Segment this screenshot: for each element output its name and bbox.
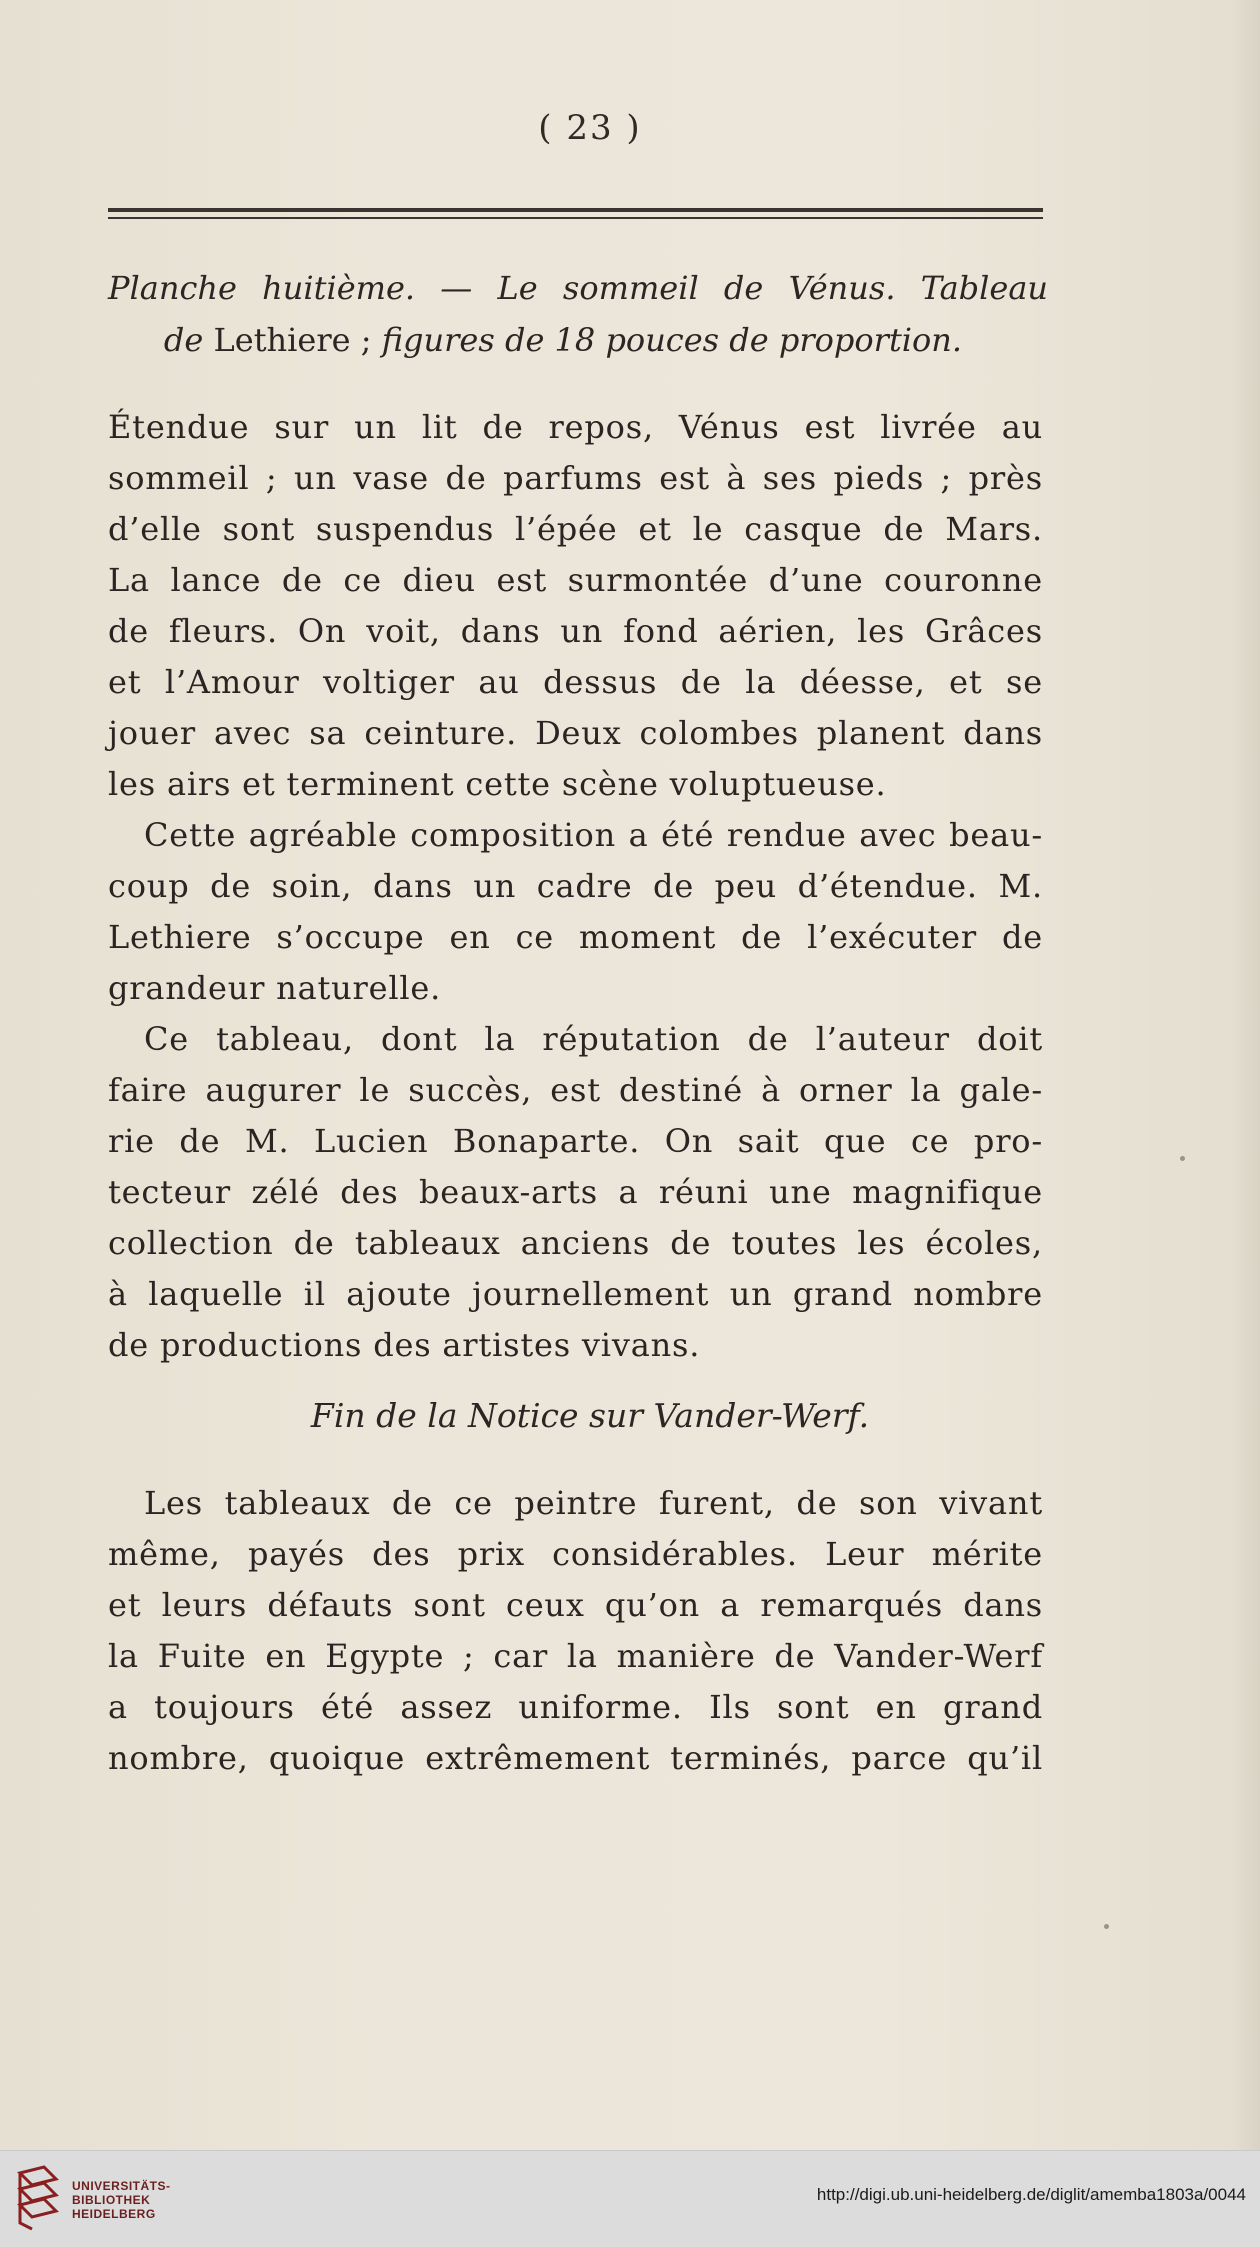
text-line: collection de tableaux anciens de toutes les écoles, <box>108 1224 1043 1262</box>
text-line: d’elle sont suspendus l’épée et le casque de Mars. <box>108 510 1043 548</box>
library-name-line: HEIDELBERG <box>72 2207 156 2221</box>
caption-line-2 <box>108 314 1048 366</box>
caption-line-1: Planche huitième. — Le sommeil de Vénus. Tableau <box>108 269 1048 307</box>
paper-speck <box>1104 1924 1109 1929</box>
paper-speck <box>1180 1156 1185 1161</box>
text-line: Étendue sur un lit de repos, Vénus est livrée au <box>108 408 1043 446</box>
library-name-line: BIBLIOTHEK <box>72 2193 151 2207</box>
caption-figures: figures de 18 pouces de proportion. <box>381 321 963 359</box>
text-line: jouer avec sa ceinture. Deux colombes planent dans <box>108 714 1043 752</box>
text-line: Lethiere s’occupe en ce moment de l’exécuter de <box>108 918 1043 956</box>
text-line: les airs et terminent cette scène voluptueuse. <box>108 765 887 803</box>
header-rule-thick <box>108 208 1043 212</box>
library-name-line: UNIVERSITÄTS- <box>72 2179 171 2193</box>
text-line: Ce tableau, dont la réputation de l’auteur doit <box>144 1020 1043 1058</box>
header-rule-thin <box>108 217 1043 219</box>
paragraph-4 <box>108 1478 1043 1784</box>
text-line: a toujours été assez uniforme. Ils sont en grand <box>108 1688 1043 1726</box>
text-line: tecteur zélé des beaux-arts a réuni une magnifique <box>108 1173 1043 1211</box>
source-url[interactable]: http://digi.ub.uni-heidelberg.de/diglit/amemba1803a/0044 <box>816 2185 1246 2204</box>
section-heading: Fin de la Notice sur Vander-Werf. <box>310 1396 870 1435</box>
caption-de: de <box>163 321 204 359</box>
text-line: la Fuite en Egypte ; car la manière de Vander-Werf <box>108 1637 1043 1675</box>
text-line: Les tableaux de ce peintre furent, de son vivant <box>144 1484 1043 1522</box>
library-name <box>72 2179 171 2221</box>
text-line: de fleurs. On voit, dans un fond aérien, les Grâces <box>108 612 1043 650</box>
text-line: faire augurer le succès, est destiné à orner la gale- <box>108 1071 1043 1109</box>
text-line: sommeil ; un vase de parfums est à ses pieds ; près <box>108 459 1043 497</box>
text-line: même, payés des prix considérables. Leur mérite <box>108 1535 1043 1573</box>
paragraph-1 <box>108 402 1043 1371</box>
page-number: ( 23 ) <box>538 108 642 148</box>
text-line: rie de M. Lucien Bonaparte. On sait que ce pro- <box>108 1122 1043 1160</box>
text-line: La lance de ce dieu est surmontée d’une couronne <box>108 561 1043 599</box>
text-line: de productions des artistes vivans. <box>108 1326 701 1364</box>
page-edge-shadow <box>1232 0 1260 2150</box>
text-line: coup de soin, dans un cadre de peu d’étendue. M. <box>108 867 1043 905</box>
text-line: nombre, quoique extrêmement terminés, parce qu’il <box>108 1739 1043 1777</box>
library-logo-icon <box>14 2165 62 2231</box>
text-line: et l’Amour voltiger au dessus de la déesse, et se <box>108 663 1043 701</box>
plate-caption <box>108 262 1048 366</box>
text-line: Cette agréable composition a été rendue avec beau- <box>144 816 1043 854</box>
text-line: à laquelle il ajoute journellement un grand nombre <box>108 1275 1043 1313</box>
text-line: et leurs défauts sont ceux qu’on a remarqués dans <box>108 1586 1043 1624</box>
digitization-footer <box>0 2150 1260 2247</box>
caption-artist: Lethiere ; <box>213 321 372 359</box>
text-line: grandeur naturelle. <box>108 969 442 1007</box>
